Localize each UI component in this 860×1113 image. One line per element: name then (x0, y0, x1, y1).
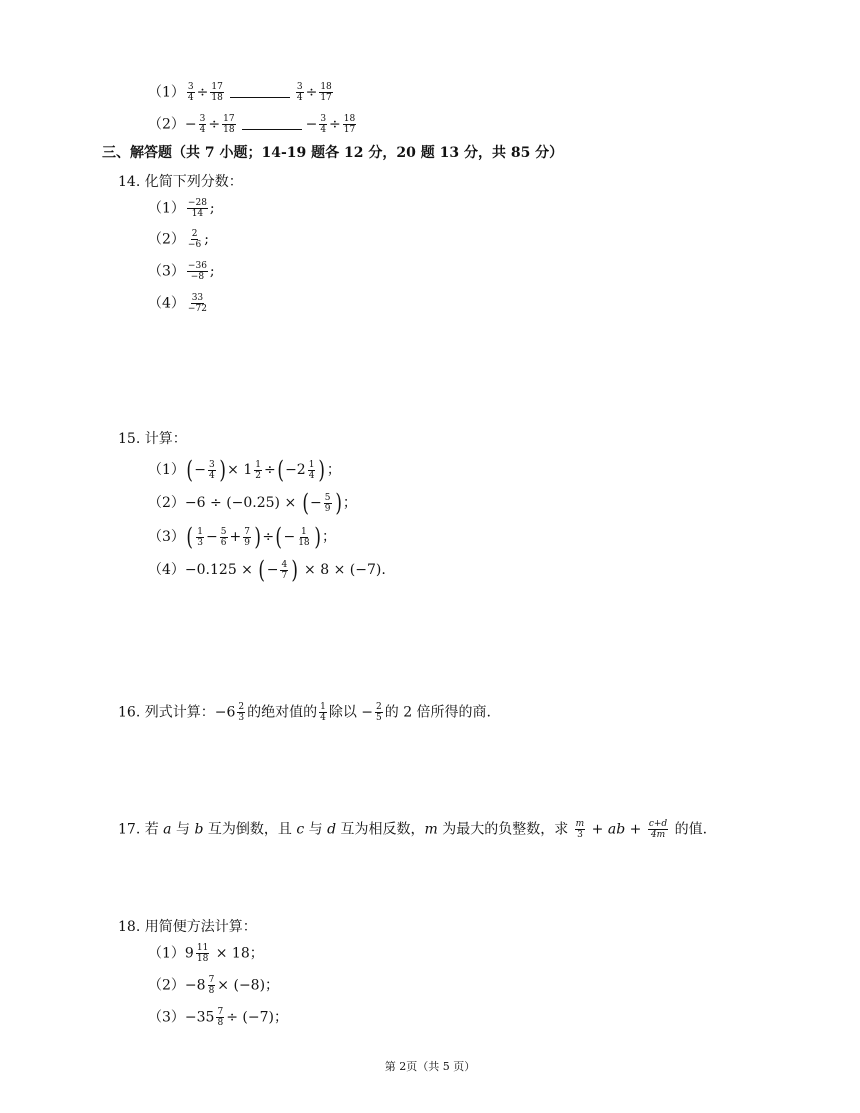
item-number: （1） (148, 84, 185, 101)
q18-item-2: （2）−8 $\frac{7}{8}$ × (−8)； (148, 975, 280, 996)
fraction: $\frac{1}{4}$ (320, 702, 326, 723)
fraction: $\frac{7}{9}$ (244, 526, 250, 548)
fraction: $\frac{18}{17}$ (343, 114, 356, 135)
fraction: $\frac{-36}{-8}$ (187, 261, 207, 282)
fraction: $\frac{1}{4}$ (308, 459, 315, 481)
fraction: $\frac{33}{-72}$ (187, 293, 207, 314)
fraction: $\frac{2}{5}$ (376, 702, 382, 723)
q14-item-3: （3） $\frac{-36}{-8}$ ; (148, 261, 215, 282)
q15-item-3: （3）( $\frac{1}{3}$ − $\frac{5}{6}$ + $\frac{7}{9}$ )÷(− $\frac{1}{18}$ )； (148, 523, 337, 551)
q18-item-1: （1）9 $\frac{11}{18}$ × 18； (148, 943, 264, 964)
question-16: 16. 列式计算：−6 $\frac{2}{3}$ 的绝对值的 $\frac{1}{4}$ 除以 − $\frac{2}{5}$ 的 2 倍所得的商. (118, 702, 492, 723)
q13-part2: （2）− $\frac{3}{4}$ ÷ $\frac{17}{18}$ − $\frac{3}{4}$ ÷ $\frac{18}{17}$ (148, 114, 356, 135)
fraction: $\frac{1}{2}$ (255, 459, 261, 481)
fraction: $\frac{-28}{14}$ (187, 198, 207, 219)
q15-item-1: （1）(− $\frac{3}{4}$ )× 1 $\frac{1}{2}$ ÷(−2 $\frac{1}{4}$ )； (148, 456, 341, 484)
fraction: $\frac{7}{8}$ (208, 975, 215, 996)
fraction: $\frac{3}{4}$ (209, 459, 215, 481)
fraction: $\frac{18}{17}$ (320, 82, 332, 103)
fraction: $\frac{5}{6}$ (220, 526, 227, 548)
fraction: $\frac{4}{7}$ (281, 559, 288, 581)
fraction: $\frac{1}{3}$ (197, 526, 204, 548)
q13-part1: （1） $\frac{3}{4}$ ÷ $\frac{17}{18}$ $\frac{3}{4}$ ÷ $\frac{18}{17}$ (148, 82, 332, 103)
fraction: $\frac{5}{9}$ (324, 492, 331, 514)
fraction: $\frac{17}{18}$ (211, 82, 223, 103)
fraction: $\frac{c+d}{4m}$ (648, 819, 668, 840)
q18-item-3: （3）−35 $\frac{7}{8}$ ÷ (−7)； (148, 1007, 288, 1028)
question-17: 17. 若 a 与 b 互为倒数，且 c 与 d 互为相反数，m 为最大的负整数，求 $\frac{m}{3}$ + ab + $\frac{c+d}{4m}$ 的值. (118, 819, 708, 840)
fraction: $\frac{11}{18}$ (196, 943, 209, 964)
fraction: $\frac{2}{3}$ (238, 702, 245, 723)
fraction: $\frac{3}{4}$ (296, 82, 303, 103)
fraction: $\frac{3}{4}$ (199, 114, 206, 135)
fraction: $\frac{m}{3}$ (575, 819, 585, 840)
section-heading: 三、解答题（共 7 小题；14-19 题各 12 分，20 题 13 分，共 85 分） (102, 145, 564, 161)
fraction: $\frac{3}{4}$ (320, 114, 327, 135)
q15-item-2: （2）−6 ÷ (−0.25) × (− $\frac{5}{9}$ )； (148, 489, 357, 517)
fraction: $\frac{17}{18}$ (223, 114, 235, 135)
fraction: $\frac{2}{-6}$ (187, 229, 202, 250)
question-18-title: 18. 用简便方法计算： (118, 919, 257, 935)
q15-item-4: （4）−0.125 × (− $\frac{4}{7}$ ) × 8 × (−7). (148, 556, 386, 584)
question-14-title: 14. 化简下列分数： (118, 174, 243, 190)
fraction: $\frac{7}{8}$ (217, 1007, 224, 1028)
q14-item-1: （1） $\frac{-28}{14}$ ; (148, 198, 215, 219)
question-15-title: 15. 计算： (118, 431, 187, 447)
item-number: （2） (148, 116, 185, 133)
q14-item-2: （2） $\frac{2}{-6}$ ; (148, 229, 209, 250)
page-footer: 第 2页（共 5 页） (384, 1060, 476, 1073)
fraction: $\frac{3}{4}$ (187, 82, 194, 103)
q14-item-4: （4） $\frac{33}{-72}$ (148, 293, 207, 314)
fraction: $\frac{1}{18}$ (298, 526, 310, 548)
answer-blank[interactable] (242, 119, 302, 130)
answer-blank[interactable] (230, 87, 290, 98)
